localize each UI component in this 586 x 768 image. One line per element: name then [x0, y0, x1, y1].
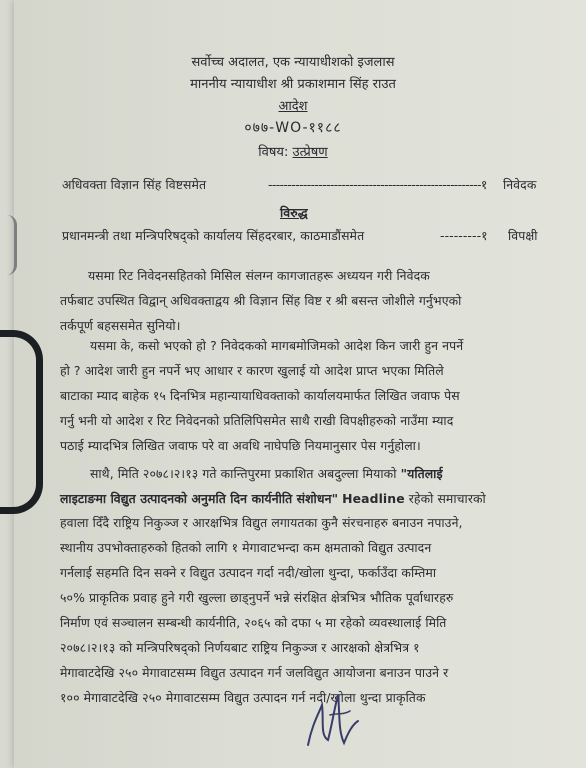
respondent-name: प्रधानमन्त्री तथा मन्त्रिपरिषद्को कार्यालय सिंहदरबार, काठमाडौंसमेत	[62, 228, 365, 243]
body-line: बाटाका म्याद बाहेक १५ दिनभित्र महान्यायाधिवक्ताको कार्यालयमार्फत लिखित जवाफ पेस	[60, 388, 460, 403]
body-line: यसमा के, कसो भएको हो ? निवेदकको मागबमोजिमको आदेश किन जारी हुन नपर्ने	[90, 338, 464, 353]
judge-name: माननीय न्यायाधीश श्री प्रकाशमान सिंह राउत	[190, 77, 396, 92]
body-line: तर्फबाट उपस्थित विद्वान् अधिवक्ताद्वय श्री विज्ञान सिंह विष्ट र श्री बसन्त जोशीले गर्नुभएको	[60, 293, 462, 308]
case-number: ०७७-WO-११८८	[244, 120, 342, 136]
para3-line2	[60, 490, 486, 507]
subject-value: उत्प्रेषण	[292, 145, 328, 160]
para3-line2-text: रहेको समाचारको	[408, 491, 486, 506]
news-headline-start: "यतिलाई	[400, 466, 443, 481]
body-line: स्थानीय उपभोक्ताहरुको हितको लागि १ मेगावाटभन्दा कम क्षमताको विद्युत उत्पादन	[60, 540, 432, 555]
subject-label: विषय:	[258, 145, 289, 160]
para3-line1-text: साथै, मिति २०७८।२।१३ गते कान्तिपुरमा प्रकाशित अबदुल्ला मियाको	[90, 466, 397, 481]
petitioner-name: अधिवक्ता विज्ञान सिंह विष्टसमेत	[62, 177, 207, 192]
body-line: १०० मेगावाटदेखि २५० मेगावाटसम्म विद्युत उत्पादन गर्न नदी/खोला थुन्दा प्राकृतिक	[60, 690, 426, 705]
order-title: आदेश	[278, 99, 308, 114]
respondent-dashes: ---------१	[440, 228, 488, 243]
court-heading: सर्वोच्च अदालत, एक न्यायाधीशको इजलास	[191, 55, 395, 70]
news-headline: लाइटाङमा विद्युत उत्पादनको अनुमति दिन कार्यनीति संशोधन"	[60, 491, 339, 506]
body-line: गर्नु भनी यो आदेश र रिट निवेदनको प्रतिलिपिसमेत साथै राखी विपक्षीहरुको नाउँमा म्याद	[60, 413, 454, 428]
binding-thread	[0, 215, 17, 275]
body-line: ५०% प्राकृतिक प्रवाह हुने गरी खुल्ला छाड्नुपर्ने भन्ने संरक्षित क्षेत्रभित्र भौतिक पूर्वाधारहरु	[60, 590, 454, 605]
binding-strap	[0, 330, 43, 514]
respondent-role: विपक्षी	[508, 228, 538, 243]
headline-word: Headline	[342, 491, 405, 506]
petitioner-role: निवेदक	[503, 177, 537, 192]
handwritten-signature	[300, 685, 370, 755]
body-line: हवाला दिँदै राष्ट्रिय निकुञ्ज र आरक्षभित्र विद्युत लगायतका कुनै संरचनाहरु बनाउन नपाउने,	[60, 515, 463, 530]
body-line: निर्माण एवं सञ्चालन सम्बन्धी कार्यनीति, २०६५ को दफा ५ मा रहेको व्यवस्थालाई मिति	[60, 615, 447, 630]
body-line: गर्नलाई सहमति दिन सक्ने र विद्युत उत्पादन गर्दा नदी/खोला थुन्दा, फर्काउँदा कम्तिमा	[60, 565, 437, 580]
body-line: तर्कपूर्ण बहससमेत सुनियो।	[60, 318, 181, 333]
body-line: हो ? आदेश जारी हुन नपर्ने भए आधार र कारण खुलाई यो आदेश प्राप्त भएका मितिले	[60, 363, 444, 378]
body-line: मेगावाटदेखि २५० मेगावाटसम्म विद्युत उत्पादन गर्न जलविद्युत आयोजना बनाउन पाउने र	[60, 665, 449, 680]
body-line: यसमा रिट निवेदनसहितको मिसिल संलग्न कागजातहरू अध्ययन गरी निवेदक	[88, 268, 430, 283]
para3-line1	[90, 465, 443, 482]
body-line: २०७८।२।१३ को मन्त्रिपरिषद्को निर्णयबाट राष्ट्रिय निकुञ्ज र आरक्षको क्षेत्रभित्र १	[60, 640, 420, 655]
body-line: पठाई म्यादभित्र लिखित जवाफ परे वा अवधि नाघेपछि नियमानुसार पेस गर्नुहोला।	[60, 438, 421, 453]
subject-line	[0, 142, 586, 160]
versus-label: विरुद्ध	[280, 205, 308, 220]
petitioner-dashes: -------------------------------------------------------१	[268, 177, 487, 192]
